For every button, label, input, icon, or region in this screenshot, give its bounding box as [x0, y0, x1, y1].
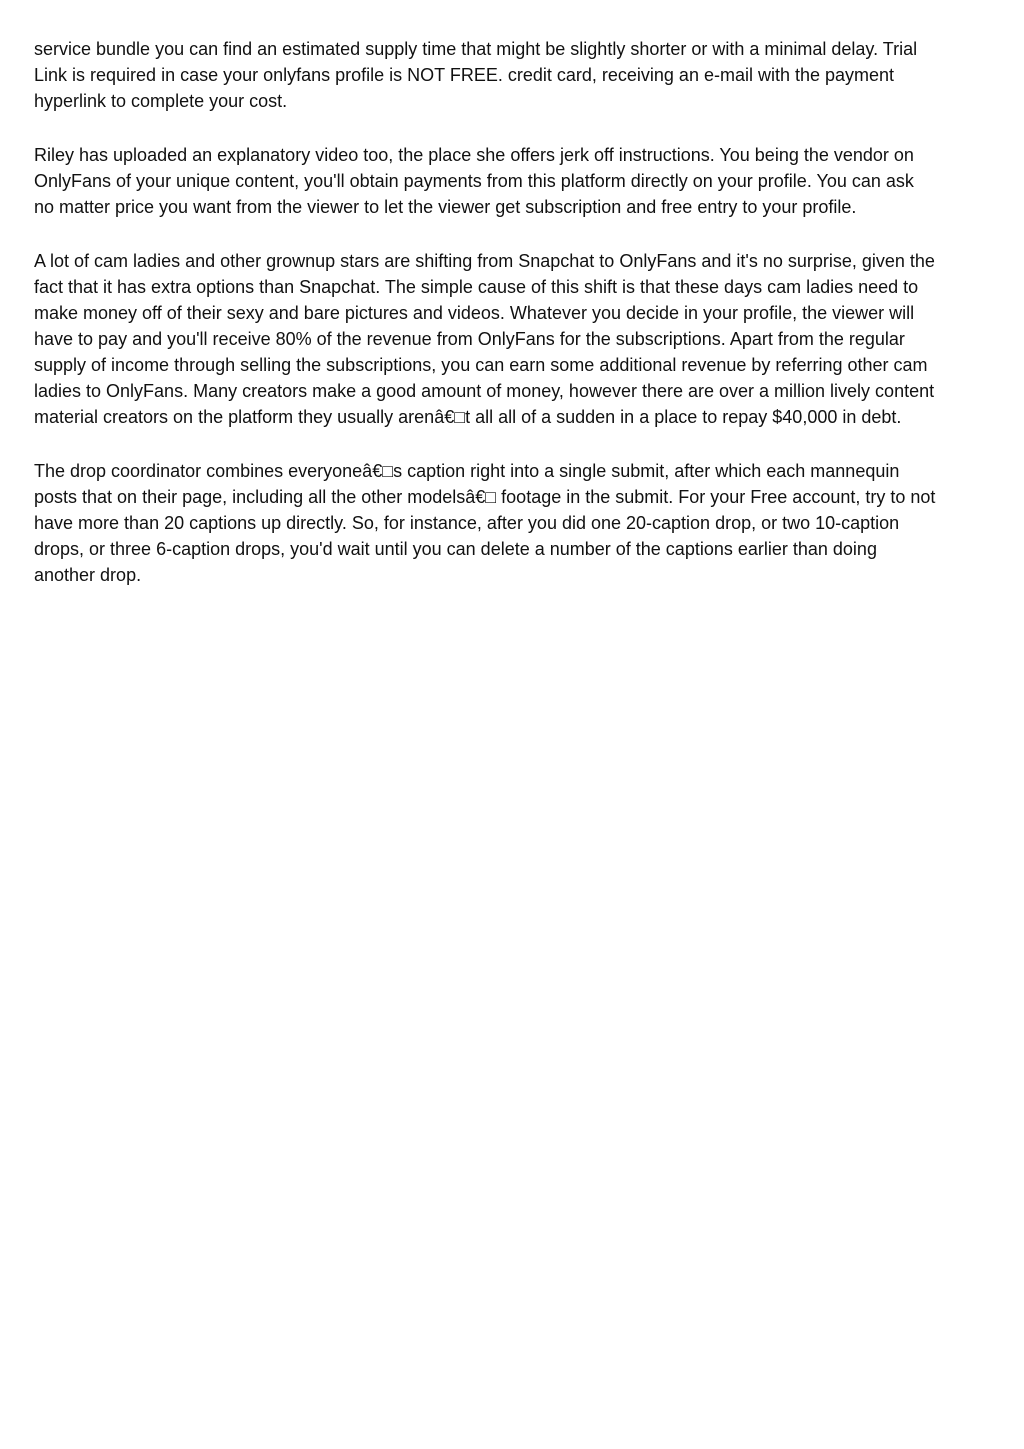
document-body	[34, 36, 996, 616]
paragraph-2: Riley has uploaded an explanatory video too, the place she offers jerk off instructions. You being the vendor on OnlyFans of your unique content, you'll obtain payments from this platform directly on your profile. You can ask no matter price you want from the viewer to let the viewer get subscription and free entry to your profile.	[34, 145, 914, 217]
paragraph-3: A lot of cam ladies and other grownup stars are shifting from Snapchat to OnlyFans and it's no surprise, given the fact that it has extra options than Snapchat. The simple cause of this shift is that these days cam ladies need to make money off of their sexy and bare pictures and videos. Whatever you decide in your profile, the viewer will have to pay and you'll receive 80% of the revenue from OnlyFans for the subscriptions. Apart from the regular supply of income through selling the subscriptions, you can earn some additional revenue by referring other cam ladies to OnlyFans. Many creators make a good amount of money, however there are over a million lively content material creators on the platform they usually arenâ€□t all all of a sudden in a place to repay $40,000 in debt.	[34, 251, 935, 427]
paragraph-4: The drop coordinator combines everyoneâ€□s caption right into a single submit, after which each mannequin posts that on their page, including all the other modelsâ€□ footage in the submit. For your Free account, try to not have more than 20 captions up directly. So, for instance, after you did one 20-caption drop, or two 10-caption drops, or three 6-caption drops, you'd wait until you can delete a number of the captions earlier than doing another drop.	[34, 461, 936, 585]
paragraph-1: service bundle you can find an estimated supply time that might be slightly shorter or with a minimal delay. Trial Link is required in case your onlyfans profile is NOT FREE. credit card, receiving an e-mail with the payment hyperlink to complete your cost.	[34, 39, 918, 111]
